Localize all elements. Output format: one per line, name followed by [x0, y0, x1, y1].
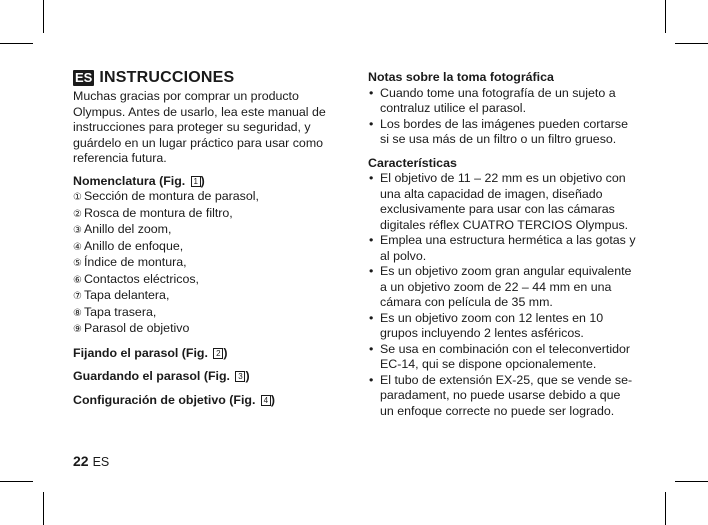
section-text: Guardando el parasol (Fig.	[73, 369, 230, 383]
nomenclature-list	[73, 189, 335, 338]
features-heading: Características	[368, 155, 457, 170]
nomenclature-item	[73, 272, 335, 289]
section-attach-hood	[73, 346, 335, 362]
item-text: Índice de montura,	[83, 255, 187, 269]
section-lens-config	[73, 393, 335, 409]
nomenclature-item	[73, 305, 335, 322]
language-badge: ES	[75, 70, 93, 85]
fig-ref-4: 4	[261, 395, 271, 406]
title-row	[73, 70, 335, 86]
right-column	[368, 70, 636, 419]
crop-mark	[665, 0, 666, 33]
crop-mark	[0, 481, 33, 482]
item-number: ④	[73, 241, 82, 253]
item-text: Anillo de enfoque,	[83, 238, 184, 253]
item-text: Rosca de montura de filtro,	[83, 205, 233, 220]
nomenclature-item	[73, 255, 335, 272]
nomenclature-heading-text: Nomenclatura (Fig.	[73, 173, 186, 188]
nomenclature-item	[73, 206, 335, 223]
item-text: Anillo del zoom,	[83, 222, 172, 236]
item-text: Tapa delantera,	[83, 288, 170, 302]
section-text: Configuración de objetivo (Fig.	[73, 392, 256, 407]
heading-close: )	[200, 173, 205, 188]
list-item: • Los bordes de las imágenes pueden cortarse si se usa más de un filtro o un filtro grueso.	[368, 117, 636, 148]
page-number: 22	[73, 453, 89, 469]
item-number: ⑤	[73, 258, 82, 269]
item-text: Tapa trasera,	[83, 304, 157, 319]
crop-mark	[43, 492, 44, 525]
nomenclature-heading	[73, 174, 335, 190]
crop-mark	[675, 481, 708, 482]
item-number: ⑦	[73, 291, 82, 302]
item-number: ①	[73, 192, 82, 203]
intro-paragraph: Muchas gracias por comprar un producto Olympus. Antes de usarlo, lea este manual de instrucciones para proteger su seguridad, y guárdelo en un lugar práctico para usar como referencia futura.	[73, 89, 326, 165]
list-item: • Es un objetivo zoom gran angular equivalente a un objetivo zoom de 22 – 44 mm en una cámara con película de 35 mm.	[368, 264, 636, 311]
item-number: ⑧	[73, 307, 82, 319]
heading-close: )	[270, 392, 276, 407]
list-item: • Es un objetivo zoom con 12 lentes en 10 grupos incluyendo 2 lentes asféricos.	[368, 311, 636, 342]
footer-lang: ES	[92, 455, 110, 469]
heading-close: )	[245, 369, 250, 383]
page-footer	[73, 453, 109, 469]
item-number: ⑥	[73, 274, 82, 286]
nomenclature-item	[73, 222, 335, 239]
fig-ref-2: 2	[213, 348, 223, 359]
features-list	[368, 171, 636, 419]
list-item: • El tubo de extensión EX-25, que se vende se-paradament, no puede usarse debido a que un enfoque correcte no puede ser logrado.	[368, 373, 636, 420]
list-item: • El objetivo de 11 – 22 mm es un objetivo con una alta capacidad de imagen, diseñado exclusivamente para usar con las cámaras digitales réflex CUATRO TERCIOS Olympus.	[368, 171, 636, 233]
crop-mark	[665, 492, 666, 525]
section-text: Fijando el parasol (Fig.	[73, 345, 208, 360]
nomenclature-item	[73, 321, 335, 338]
item-number: ③	[73, 225, 82, 236]
section-store-hood	[73, 369, 335, 385]
list-item: • Emplea una estructura hermética a las gotas y al polvo.	[368, 233, 636, 264]
nomenclature-item	[73, 288, 335, 305]
heading-close: )	[223, 345, 228, 360]
list-item: • Cuando tome una fotografía de un sujeto a contraluz utilice el parasol.	[368, 86, 636, 117]
nomenclature-item	[73, 239, 335, 256]
crop-mark	[675, 43, 708, 44]
notes-list	[368, 86, 636, 148]
left-column	[73, 70, 335, 408]
item-text: Sección de montura de parasol,	[83, 189, 259, 203]
notes-heading: Notas sobre la toma fotográfica	[368, 70, 554, 84]
crop-mark	[0, 43, 33, 44]
item-number: ⑨	[73, 324, 82, 335]
page-title: INSTRUCCIONES	[99, 69, 235, 87]
fig-ref-1: 1	[191, 176, 201, 187]
item-text: Parasol de objetivo	[83, 321, 190, 335]
list-item: • Se usa en combinación con el teleconvertidor EC-14, qui se dispone opcionalemente.	[368, 342, 636, 373]
fig-ref-3: 3	[235, 371, 245, 382]
item-text: Contactos eléctricos,	[83, 271, 199, 286]
item-number: ②	[73, 208, 82, 220]
crop-mark	[43, 0, 44, 33]
nomenclature-item	[73, 189, 335, 206]
